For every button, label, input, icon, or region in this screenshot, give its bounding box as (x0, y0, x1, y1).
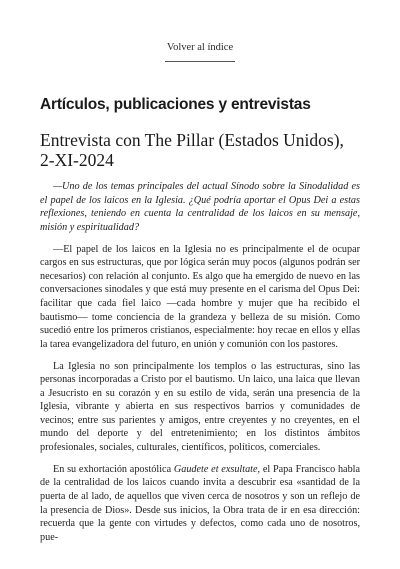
interview-question: —Uno de los temas principales del actual Sínodo sobre la Sinodalidad es el papel de los laicos en la Iglesia. ¿Qué podría aportar el Opus Dei a estas reflexiones, teniendo en cuenta la centralidad de los laicos en su mensaje, misión y espiritualidad? (40, 181, 360, 233)
article-body (40, 180, 360, 544)
answer-paragraph-3 (40, 463, 360, 545)
article-title (40, 130, 360, 170)
answer-paragraph-2: La Iglesia no son principalmente los templos o las estructuras, sino las personas incorporadas a Cristo por el bautismo. Un laico, una laica que llevan a Jesucristo en su corazón y en su estilo de vida, serán una presencia de la Iglesia, vibrante y abierta en sus respectivos barrios y comunidades de vecinos; entre sus parientes y amigos, entre creyentes y no creyentes, en el mundo del deporte y del entretenimiento; en los distintos ámbitos profesionales, sociales, culturales, científicos, políticos, comerciales. (40, 360, 360, 454)
article-title-line2: 2-XI-2024 (40, 150, 114, 170)
back-to-index-link[interactable]: Volver al índice (166, 42, 234, 53)
answer-paragraph-1: —El papel de los laicos en la Iglesia no es principalmente el de ocupar cargos en sus estructuras, que por lógica serán muy pocos (algunos podrán ser necesarios) con relación al conjunto. Es algo que ha emergido de nuevo en las conversaciones sinodales y que está muy presente en el carisma del Opus Dei: facilitar que cada fiel laico —cada hombre y mujer que ha recibido el bautismo— tome conciencia de la grandeza y belleza de su misión. Como sucedió entre los primeros cristianos, especialmente: hoy recae en ellos y ellas la tarea evangelizadora del futuro, en unión y comunión con los pastores. (40, 243, 360, 350)
back-link-underline (165, 61, 235, 62)
answer-paragraph-3-rest: , el Papa Francisco habla de la centralidad de los laicos cuando invita a descubrir esa «santidad de la puerta de al lado, de aquellos que viven cerca de nosotros y son un reflejo de la presencia de Dios». Desde sus inicios, la Obra trata de ir en esa dirección: recuerda que la gente con virtudes y defectos, como cada uno de nosotros, pue- (40, 463, 361, 543)
section-title: Artículos, publicaciones y entrevistas (40, 96, 311, 113)
answer-paragraph-3-lead: En su exhortación apostólica (53, 463, 174, 475)
document-title-reference: Gaudete et exsultate (173, 463, 258, 475)
article-title-line1: Entrevista con The Pillar (Estados Unidos), (40, 130, 344, 150)
